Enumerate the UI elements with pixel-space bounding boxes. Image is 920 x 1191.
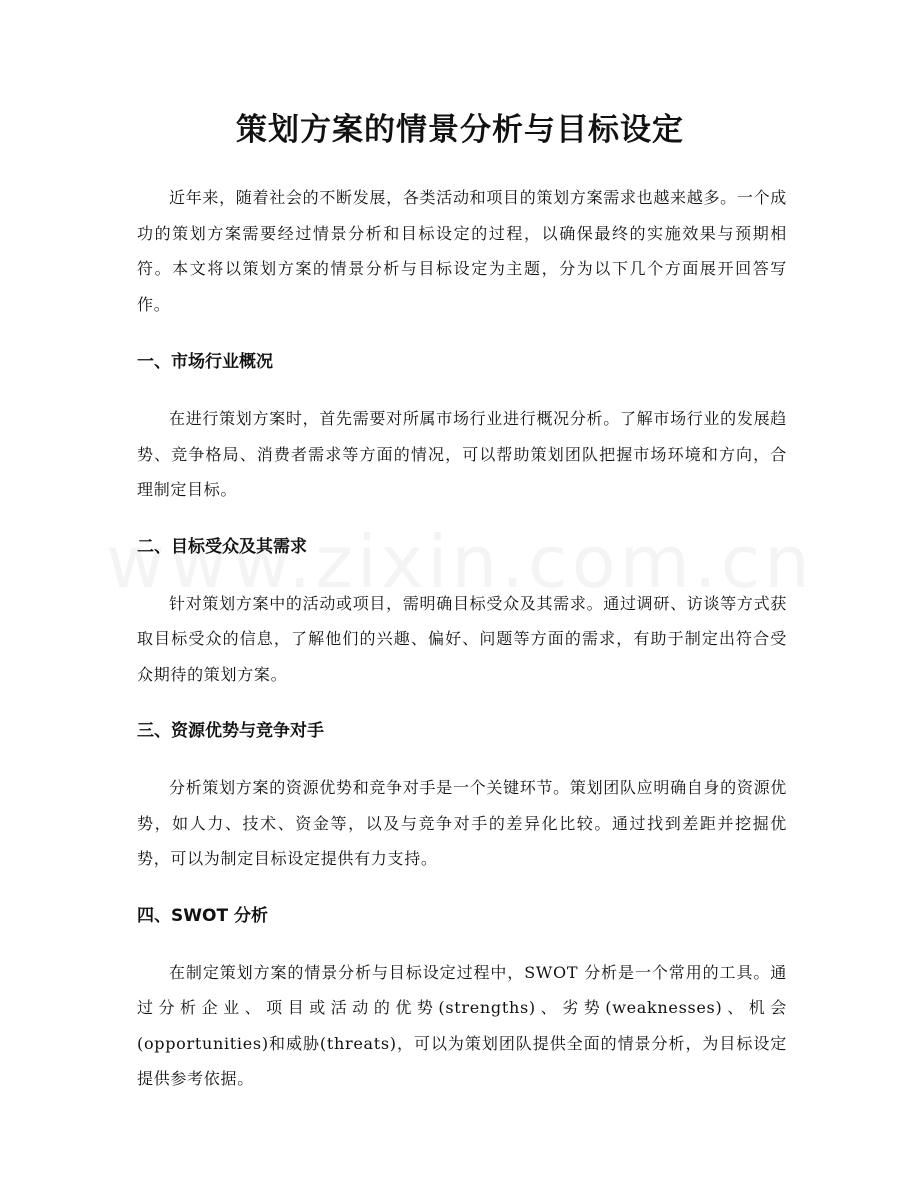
document-body xyxy=(137,180,787,1097)
section-body-resources: 分析策划方案的资源优势和竞争对手是一个关键环节。策划团队应明确自身的资源优势，如人力、技术、资金等，以及与竞争对手的差异化比较。通过找到差距并挖掘优势，可以为制定目标设定提供有力支持。 xyxy=(137,778,787,868)
section-heading-swot: 四、SWOT 分析 xyxy=(137,905,268,926)
section-heading-resources: 三、资源优势与竞争对手 xyxy=(137,721,324,741)
intro-paragraph: 近年来，随着社会的不断发展，各类活动和项目的策划方案需求也越来越多。一个成功的策划方案需要经过情景分析和目标设定的过程，以确保最终的实施效果与预期相符。本文将以策划方案的情景分析与目标设定为主题，分为以下几个方面展开回答写作。 xyxy=(137,188,787,314)
section-heading-audience: 二、目标受众及其需求 xyxy=(137,536,307,557)
document-title: 策划方案的情景分析与目标设定 xyxy=(236,112,684,148)
section-body-swot: 在制定策划方案的情景分析与目标设定过程中，SWOT 分析是一个常用的工具。通过分析企业、项目或活动的优势(strengths)、劣势(weaknesses)、机会(opportunities)和威胁(threats)，可以为策划团队提供全面的情景分析，为目标设定提供参考依据。 xyxy=(137,962,787,1088)
section-body-market: 在进行策划方案时，首先需要对所属市场行业进行概况分析。了解市场行业的发展趋势、竞争格局、消费者需求等方面的情况，可以帮助策划团队把握市场环境和方向，合理制定目标。 xyxy=(137,409,787,499)
section-body-audience: 针对策划方案中的活动或项目，需明确目标受众及其需求。通过调研、访谈等方式获取目标受众的信息，了解他们的兴趣、偏好、问题等方面的需求，有助于制定出符合受众期待的策划方案。 xyxy=(137,593,787,684)
section-heading-market: 一、市场行业概况 xyxy=(137,352,273,372)
